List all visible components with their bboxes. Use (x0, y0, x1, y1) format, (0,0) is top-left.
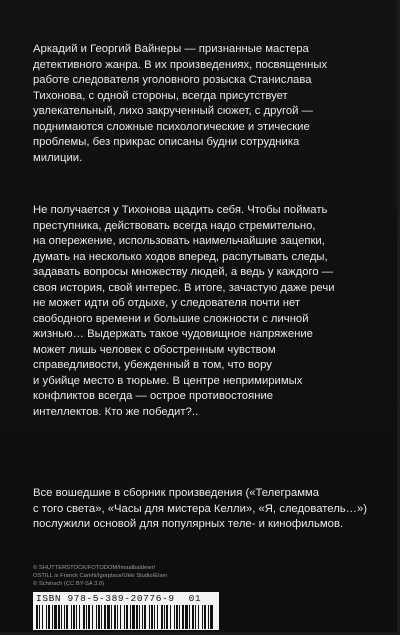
isbn-barcode (33, 592, 219, 630)
annotation-paragraph-1 (33, 42, 373, 166)
paragraph-text: Аркадий и Георгий Вайнеры — признанные мастера детективного жанра. В их произведениях, посвященных работе следователя уголовного розыска Станислава Тихонова, с одной стороны, всегда присутствует увлекательный, лихо закрученный сюжет, с другой — поднимаются сложные психологические и этические проблемы, без прикрас описаны будни сотрудника милиции. (33, 43, 328, 164)
paragraph-text: Все вошедшие в сборник произведения («Телеграмма с того света», «Часы для мистера Келли», «Я, следователь…») послужили основой для популярных теле- и кинофильмов. (33, 487, 368, 530)
isbn-label (36, 593, 201, 604)
isbn-suffix: 01 (188, 593, 202, 604)
barcode-icon (36, 605, 216, 629)
annotation-paragraph-3 (33, 486, 373, 533)
paragraph-text: Не получается у Тихонова щадить себя. Чтобы поймать преступника, действовать всегда надо стремительно, на опережение, использовать наимельчайшие зацепки, думать на несколько ходов вперед, распутывать следы, задавать вопросы множеству людей, а ведь у каждого — своя история, свой интерес. В итоге, зачастую даже речи не может идти об отдыхе, у следователя почти нет свободного времени и большие сложности с личной жизнью… Выдержать такое чудовищное напряжение может лишь человек с обостренным чувством справедливости, убежденный в том, что вору и убийце место в тюрьме. В центре непримиримых конфликтов всегда — острое противостояние интеллектов. Кто же победит?.. (33, 204, 335, 418)
isbn-number: ISBN 978-5-389-20776-9 (36, 593, 175, 604)
image-credits: © SHUTTERSTOCK/FOTODOM/Imaalbaldeier/ OSTILL is Franck Camhi/Igorplace/Ukki Studio/Eiser © Schinsch (CC BY-SA 3.0) (33, 565, 168, 587)
annotation-paragraph-2 (33, 203, 373, 420)
